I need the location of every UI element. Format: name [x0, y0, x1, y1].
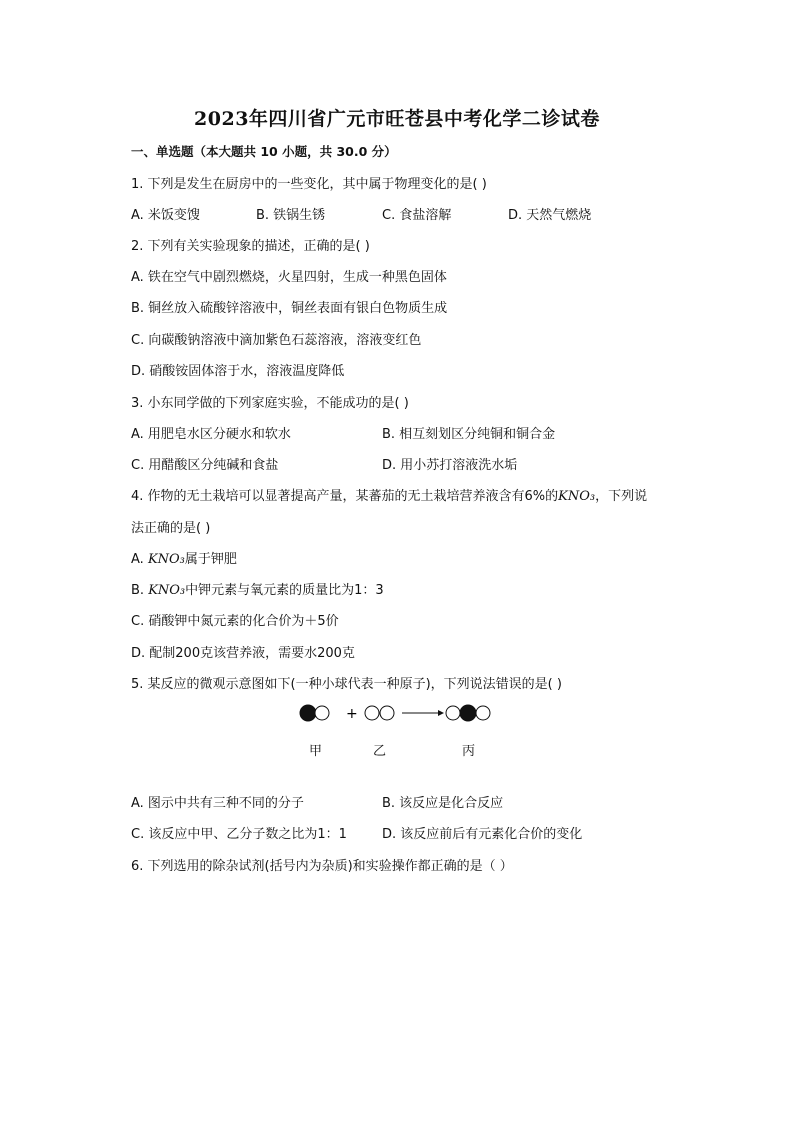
question-5-option-b: B. 该反应是化合反应 — [382, 796, 504, 811]
question-4-stem-post: ，下列说 — [595, 489, 648, 504]
question-1-option-c: C. 食盐溶解 — [382, 208, 452, 223]
question-1-option-b: B. 铁锅生锈 — [256, 208, 326, 223]
formula-kno3: KNO₃ — [148, 583, 186, 598]
reaction-micro-diagram — [290, 700, 510, 760]
question-4-option-b — [131, 582, 384, 600]
option-a-text: 属于钾肥 — [184, 552, 237, 567]
question-5-option-c: C. 该反应中甲、乙分子数之比为1：1 — [131, 827, 347, 842]
question-2-option-a: A. 铁在空气中剧烈燃烧，火星四射，生成一种黑色固体 — [131, 270, 447, 285]
option-b-prefix: B. — [131, 583, 149, 598]
white-atom — [446, 706, 460, 720]
black-atom — [460, 705, 476, 721]
white-atom — [380, 706, 394, 720]
question-3-stem: 3. 小东同学做的下列家庭实验，不能成功的是( ) — [131, 396, 409, 411]
question-2-stem: 2. 下列有关实验现象的描述，正确的是( ) — [131, 239, 370, 254]
question-6-stem: 6. 下列选用的除杂试剂(括号内为杂质)和实验操作都正确的是（ ） — [131, 859, 513, 874]
question-4-stem-line1 — [131, 488, 647, 506]
white-atom — [315, 706, 329, 720]
question-2-option-d: D. 硝酸铵固体溶于水，溶液温度降低 — [131, 364, 345, 379]
black-atom — [300, 705, 316, 721]
question-4-option-d: D. 配制200克该营养液，需要水200克 — [131, 646, 355, 661]
white-atom — [476, 706, 490, 720]
formula-kno3: KNO₃ — [558, 489, 596, 504]
molecule-reaction-svg — [290, 700, 510, 730]
question-2-option-b: B. 铜丝放入硫酸锌溶液中，铜丝表面有银白色物质生成 — [131, 301, 448, 316]
plus-sign: + — [346, 706, 358, 722]
question-1-stem: 1. 下列是发生在厨房中的一些变化，其中属于物理变化的是( ) — [131, 177, 487, 192]
question-3-option-b: B. 相互刻划区分纯铜和铜合金 — [382, 427, 556, 442]
question-4-option-a — [131, 551, 237, 569]
question-5-option-a: A. 图示中共有三种不同的分子 — [131, 796, 304, 811]
option-b-text: 中钾元素与氧元素的质量比为1：3 — [185, 583, 384, 598]
exam-title: 2023年四川省广元市旺苍县中考化学二诊试卷 — [194, 108, 600, 130]
question-2-option-c: C. 向碳酸钠溶液中滴加紫色石蕊溶液，溶液变红色 — [131, 333, 422, 348]
question-5-option-d: D. 该反应前后有元素化合价的变化 — [382, 827, 583, 842]
option-a-prefix: A. — [131, 552, 148, 567]
label-jia: 甲 — [309, 744, 323, 759]
question-3-option-a: A. 用肥皂水区分硬水和软水 — [131, 427, 291, 442]
question-4-option-c: C. 硝酸钾中氮元素的化合价为＋5价 — [131, 614, 339, 629]
question-3-option-d: D. 用小苏打溶液洗水垢 — [382, 458, 518, 473]
question-4-stem-pre: 4. 作物的无土栽培可以显著提高产量，某蕃茄的无土栽培营养液含有6%的 — [131, 489, 559, 504]
label-yi: 乙 — [373, 744, 387, 759]
question-4-stem-line2: 法正确的是( ) — [131, 521, 211, 536]
question-3-option-c: C. 用醋酸区分纯碱和食盐 — [131, 458, 279, 473]
arrow-head-icon — [438, 710, 444, 716]
question-5-stem: 5. 某反应的微观示意图如下(一种小球代表一种原子)，下列说法错误的是( ) — [131, 677, 562, 692]
formula-kno3: KNO₃ — [147, 552, 185, 567]
question-1-option-d: D. 天然气燃烧 — [508, 208, 592, 223]
section-heading-single-choice: 一、单选题（本大题共 10 小题，共 30.0 分） — [131, 144, 397, 159]
question-1-option-a: A. 米饭变馊 — [131, 208, 200, 223]
white-atom — [365, 706, 379, 720]
label-bing: 丙 — [462, 744, 476, 759]
